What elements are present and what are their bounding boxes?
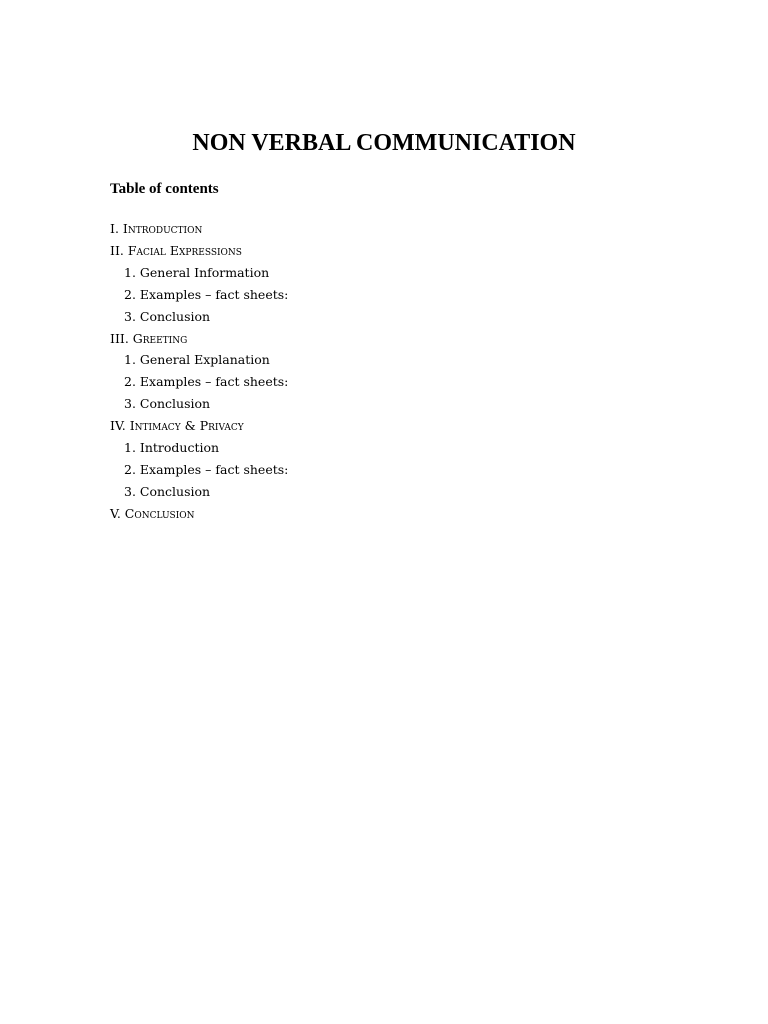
toc-entry-greeting-examples[interactable]: 2. Examples – fact sheets: (124, 374, 289, 390)
toc-heading: Table of contents (110, 181, 219, 197)
toc-entry-conclusion[interactable]: V. Conclusion (110, 505, 195, 521)
table-of-contents (110, 218, 288, 525)
toc-entry-intimacy-introduction[interactable]: 1. Introduction (124, 440, 220, 456)
toc-entry-facial-general-information[interactable]: 1. General Information (124, 264, 270, 280)
toc-entry-facial-expressions[interactable]: II. Facial Expressions (110, 242, 242, 258)
toc-entry-greeting[interactable]: III. Greeting (110, 330, 188, 346)
toc-entry-intimacy-examples[interactable]: 2. Examples – fact sheets: (124, 461, 289, 477)
toc-entry-intimacy-privacy[interactable]: IV. Intimacy & Privacy (110, 418, 244, 434)
toc-entry-facial-conclusion[interactable]: 3. Conclusion (124, 308, 211, 324)
toc-entry-greeting-conclusion[interactable]: 3. Conclusion (124, 396, 211, 412)
document-title: NON VERBAL COMMUNICATION (192, 130, 576, 156)
toc-entry-introduction[interactable]: I. Introduction (110, 221, 203, 236)
toc-entry-facial-examples[interactable]: 2. Examples – fact sheets: (124, 286, 289, 302)
toc-entry-intimacy-conclusion[interactable]: 3. Conclusion (124, 483, 211, 499)
toc-entry-greeting-general-explanation[interactable]: 1. General Explanation (124, 352, 270, 368)
